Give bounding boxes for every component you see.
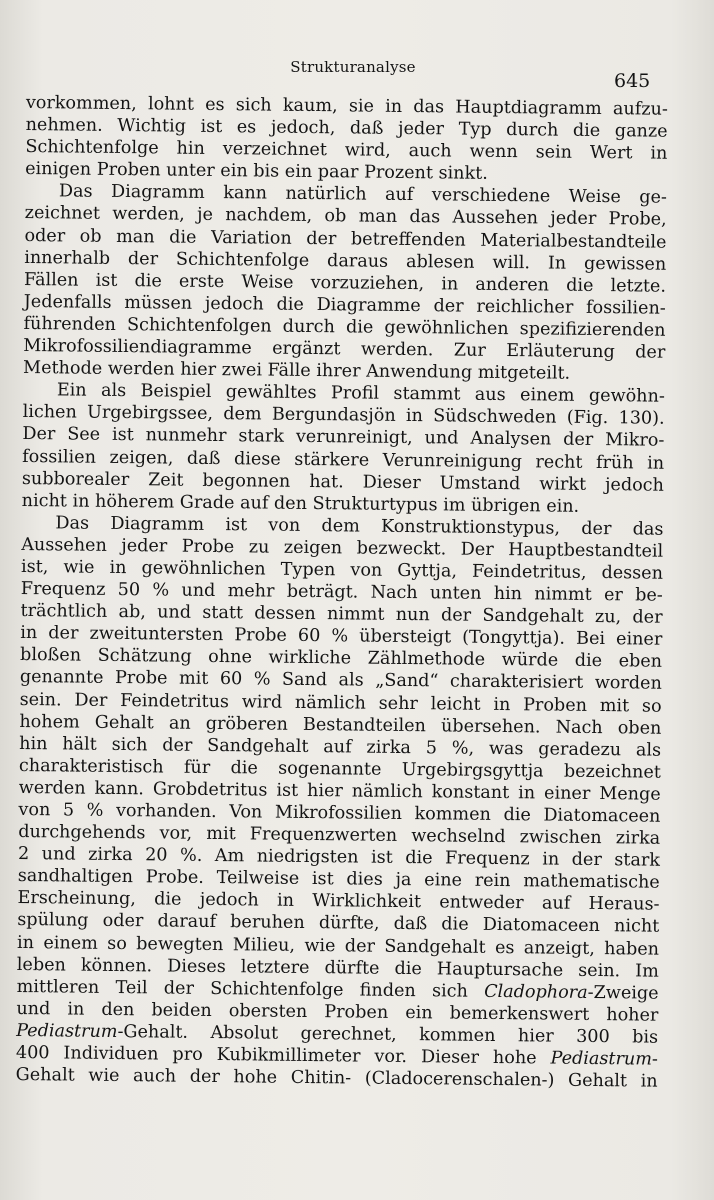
text-line: Schichtenfolge hin verzeichnet wird, auch wenn sein Wert in — [25, 137, 668, 164]
text-segment: -Gehalt. Absolut gerechnet, kommen hier 300 bis — [117, 1021, 659, 1048]
text-line: werden kann. Grobdetritus ist hier nämlich konstant in einer Menge — [18, 777, 661, 805]
text-line: sandhaltigen Probe. Teilweise ist dies ja eine rein mathematische — [17, 866, 660, 893]
text-line: trächtlich ab, und statt dessen nimmt nun der Sandgehalt zu, der — [20, 601, 663, 628]
text-line: Ein als Beispiel gewähltes Profil stammt aus einem gewöhn- — [56, 380, 665, 407]
text-line: nehmen. Wichtig ist es jedoch, daß jeder Typ durch die ganze — [25, 115, 668, 142]
text-segment: mittleren Teil der Schichtenfolge finden sich — [16, 976, 485, 1002]
text-line: nicht in höherem Grade auf den Strukturtypus im übrigen ein. — [21, 490, 580, 517]
text-line: oder ob man die Variation der betreffenden Materialbestandteile — [24, 225, 667, 253]
text-line: vorkommen, lohnt es sich kaum, sie in das Hauptdiagramm aufzu- — [25, 92, 668, 120]
text-line: subborealer Zeit begonnen hat. Dieser Umstand wirkt jedoch — [21, 468, 665, 496]
text-line: Der See ist nunmehr stark verunreinigt, und Analysen der Mikro- — [22, 424, 665, 452]
text-segment: 400 Individuen pro Kubikmillimeter vor. Dieser hohe — [15, 1042, 551, 1069]
text-line: Fällen ist die erste Weise vorzuziehen, in anderen die letzte. — [23, 269, 667, 297]
text-line: Gehalt wie auch der hohe Chitin- (Cladocerenschalen-) Gehalt in — [15, 1065, 658, 1092]
text-line: charakteristisch für die sogenannte Urgebirgsgyttja bezeichnet — [18, 755, 662, 783]
text-line: führenden Schichtenfolgen durch die gewöhnlichen spezifizierenden — [23, 313, 666, 341]
italic-taxon-name: Pediastrum — [550, 1048, 653, 1070]
text-line: Methode werden hier zwei Fälle ihrer Anwendung mitgeteilt. — [23, 358, 571, 384]
text-line: Erscheinung, die jedoch in Wirklichkeit entweder auf Heraus- — [17, 888, 660, 916]
body-text — [16, 92, 668, 1093]
text-line: sein. Der Feindetritus wird nämlich sehr leicht in Proben mit so — [19, 689, 662, 717]
text-line: in der zweituntersten Probe 60 % übersteigt (Tongyttja). Bei einer — [20, 623, 663, 650]
italic-taxon-name: Cladophora — [484, 981, 588, 1003]
text-line: Das Diagramm ist von dem Konstruktionstypus, der das — [55, 513, 664, 540]
text-line: zeichnet werden, je nachdem, ob man das Aussehen jeder Probe, — [24, 203, 667, 231]
text-line: Jedenfalls müssen jedoch die Diagramme der reichlicher fossilien- — [23, 291, 666, 319]
text-line: Frequenz 50 % und mehr beträgt. Nach unten hin nimmt er be- — [20, 579, 663, 606]
text-line: hohem Gehalt an gröberen Bestandteilen übersehen. Nach oben — [19, 711, 662, 739]
text-line: 2 und zirka 20 %. Am niedrigsten ist die Frequenz in der stark — [17, 844, 661, 871]
text-line: ist, wie in gewöhnlichen Typen von Gyttja, Feindetritus, dessen — [20, 556, 664, 584]
text-line: Mikrofossiliendiagramme ergänzt werden. Zur Erläuterung der — [23, 336, 666, 363]
text-line: innerhalb der Schichtenfolge daraus ablesen will. In gewissen — [24, 247, 667, 275]
text-line: Aussehen jeder Probe zu zeigen bezweckt. Der Hauptbestandteil — [21, 534, 664, 562]
text-line: und in den beiden obersten Proben ein bemerkenswert hoher — [16, 998, 659, 1026]
text-line: leben können. Dieses letztere dürfte die Hauptursache sein. Im — [16, 954, 659, 982]
text-line: von 5 % vorhanden. Von Mikrofossilien kommen die Diatomaceen — [18, 799, 661, 827]
text-segment: -Zweige — [587, 982, 659, 1004]
text-segment: - — [651, 1049, 659, 1070]
italic-taxon-name: Pediastrum — [16, 1020, 118, 1042]
text-line: genannte Probe mit 60 % Sand als „Sand“ charakterisiert worden — [19, 667, 662, 695]
text-line: Das Diagramm kann natürlich auf verschiedene Weise ge- — [58, 181, 668, 209]
text-line: lichen Urgebirgssee, dem Bergundasjön in Südschweden (Fig. 130). — [22, 402, 665, 430]
text-line: spülung oder darauf beruhen dürfte, daß die Diatomaceen nicht — [17, 910, 660, 938]
text-line: einigen Proben unter ein bis ein paar Prozent sinkt. — [25, 159, 488, 185]
running-head: Strukturanalyse — [290, 58, 416, 76]
text-line: durchgehends vor, mit Frequenzwerten wechselnd zwischen zirka — [18, 822, 661, 849]
text-line: fossilien zeigen, daß diese stärkere Verunreinigung recht früh in — [22, 446, 665, 474]
page-number: 645 — [614, 70, 651, 92]
text-line: in einem so bewegten Milieu, wie der Sandgehalt es anzeigt, haben — [16, 932, 660, 960]
text-line: hin hält sich der Sandgehalt auf zirka 5 %, was geradezu als — [19, 733, 662, 761]
text-line: bloßen Schätzung ohne wirkliche Zählmethode würde die eben — [19, 645, 663, 673]
